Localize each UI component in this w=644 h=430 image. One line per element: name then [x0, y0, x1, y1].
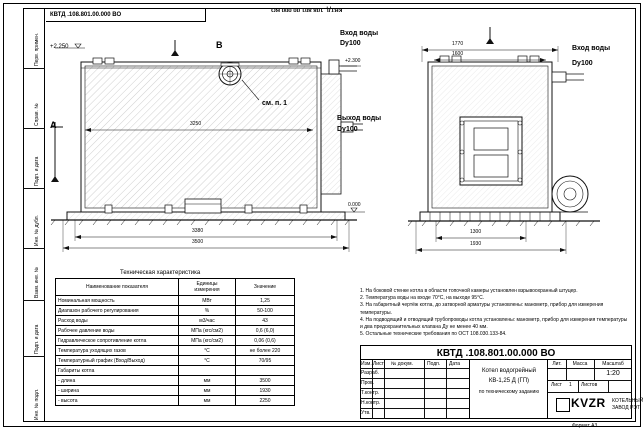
table-row [56, 326, 295, 336]
dim-3500: 3500 [192, 239, 204, 245]
lit-label: Лит. [552, 361, 562, 367]
dim-3250: 3250 [190, 121, 202, 127]
tbr-row-line [548, 392, 632, 393]
table-cell: 3500 [236, 376, 295, 386]
tbr-row-line [548, 380, 632, 381]
table-cell: - ширина [56, 386, 179, 396]
table-cell [179, 366, 236, 376]
table-cell: 70/95 [236, 356, 295, 366]
elev-zero-label: 0.000 [348, 202, 361, 208]
top-code-left: КВТД .108.801.00.000 ВО [50, 12, 122, 18]
table-cell: - длина [56, 376, 179, 386]
table-cell: 2250 [236, 396, 295, 406]
object-line-2: КВ-1,25 Д (ГП) [488, 378, 530, 384]
table-row [56, 356, 295, 366]
object-line-1: Котел водогрейный [481, 368, 537, 374]
tech-table-header-row [56, 279, 295, 296]
tb-row-line [360, 398, 470, 399]
table-cell: МПа (кгс/см2) [179, 326, 236, 336]
table-cell: мм [179, 396, 236, 406]
note-item: 4. На подводящий и отводящий трубопроводы котла установлены: манометр, прибор для измерения температуры и два предохранительных клапана Ду не менее 40 мм. [360, 316, 628, 331]
section-mark-a-left: А [50, 120, 57, 130]
elev-top-label: +2.250 [50, 44, 69, 50]
stamp-col-podp: Подп. [427, 361, 441, 367]
tbr-row-line [548, 368, 632, 369]
scale-label: Масштаб [602, 361, 624, 367]
sheets-label: Листов [581, 382, 598, 388]
elev-pipe-label: +2.300 [345, 58, 361, 64]
table-cell: Номинальная мощность [56, 296, 179, 306]
table-cell: 1930 [236, 386, 295, 396]
table-cell: - высота [56, 396, 179, 406]
table-cell: Температурный график (Вход/Выход) [56, 356, 179, 366]
front-view-drawing [45, 22, 365, 272]
left-col-divider [23, 248, 45, 249]
left-col-label: Инв. № дубл. [34, 215, 40, 246]
sheet-label: Лист [551, 382, 562, 388]
dim-1300: 1300 [470, 229, 482, 235]
stamp-col-data: Дата [449, 361, 461, 367]
tb-row-line [360, 368, 470, 369]
table-cell: Расход воды [56, 316, 179, 326]
stamp-row-tkontr: Т.контр. [361, 390, 380, 396]
table-cell: °С [179, 356, 236, 366]
company-sub-2: ЗАВОД РЭТ [612, 405, 641, 411]
tb-row-line [360, 388, 470, 389]
stamp-col-list: Лист [373, 361, 384, 367]
table-row [56, 396, 295, 406]
left-col-divider [23, 128, 45, 129]
left-col-divider [23, 300, 45, 301]
tech-table-title: Техническая характеристика [120, 270, 201, 276]
table-cell: 0,06 (0,6) [236, 336, 295, 346]
company-logo: KVZR [571, 396, 606, 410]
stamp-col-izm: Изм. [361, 361, 372, 367]
mass-label: Масса [572, 361, 588, 367]
tech-th-value: Значение [236, 279, 295, 296]
table-cell: °С [179, 346, 236, 356]
water-in-label-front: Вход воды [340, 30, 379, 37]
tech-th-units: Единицы измерения [179, 279, 236, 296]
sheet-value: 1 [569, 382, 572, 388]
note-item: 5. Остальные технические требования по ОСТ 108.030.133-84. [360, 331, 507, 338]
tbr-col-line [578, 380, 579, 392]
table-row [56, 336, 295, 346]
technical-notes [360, 288, 630, 338]
water-in-label-side: Вход воды [572, 45, 611, 52]
table-cell: мм [179, 386, 236, 396]
table-cell: МПа (кгс/см2) [179, 336, 236, 346]
left-col-label: Инв. № подл. [34, 388, 40, 420]
left-col-label: Взам. инв. № [34, 267, 40, 298]
table-row [56, 316, 295, 326]
top-code-right: КВТД .108.801.00.000 ВО [271, 6, 343, 12]
dim-3380: 3380 [192, 228, 204, 234]
left-col-divider [23, 356, 45, 357]
water-out-dy: Dy100 [337, 126, 358, 133]
table-cell: 1,25 [236, 296, 295, 306]
dim-1770: 1770 [452, 41, 464, 47]
table-row [56, 306, 295, 316]
table-row [56, 346, 295, 356]
table-cell: 0,6 (6,0) [236, 326, 295, 336]
table-cell: 50-100 [236, 306, 295, 316]
left-col-label: Справ. № [34, 103, 40, 126]
table-cell: не более 220 [236, 346, 295, 356]
table-cell: Температура уходящих газов [56, 346, 179, 356]
dim-1600: 1600 [452, 51, 464, 57]
table-cell: Габариты котла [56, 366, 179, 376]
company-logo-icon [556, 398, 570, 412]
table-cell: м3/час [179, 316, 236, 326]
table-cell: Гидравлическое сопротивление котла [56, 336, 179, 346]
tb-row-line [360, 408, 470, 409]
left-col-divider [23, 188, 45, 189]
left-col-divider [23, 68, 45, 69]
stamp-row-prov: Пров. [361, 380, 375, 386]
note-item: 1. На боковой стенке котла в области топочной камеры установлен взрывоохранный штуцер. [360, 288, 578, 294]
water-in-dy-front: Dy100 [340, 40, 361, 47]
stamp-row-utv: Утв. [361, 410, 371, 416]
see-note-label: см. п. 1 [262, 100, 287, 107]
tech-characteristics-table [55, 278, 295, 406]
note-item: 3. На габаритный чертёж котла, до затворной арматуры установлены: манометр, прибор для измерения температуры. [360, 302, 604, 316]
table-row [56, 386, 295, 396]
dim-1930: 1930 [470, 241, 482, 247]
stamp-row-nkontr: Н.контр. [361, 400, 381, 406]
sheet-format-label: Формат А3 [572, 423, 598, 429]
section-mark-b: В [216, 40, 223, 50]
table-row [56, 376, 295, 386]
tech-th-name: Наименование показателя [56, 279, 179, 296]
left-col-label: Подп. и дата [34, 324, 40, 354]
scale-value: 1:20 [606, 370, 620, 377]
company-sub-1: КОТЕЛЬНЫЙ [612, 398, 644, 404]
table-cell: 43 [236, 316, 295, 326]
table-cell: МВт [179, 296, 236, 306]
water-in-dy-side: Dy100 [572, 60, 593, 67]
doc-code: КВТД .108.801.00.000 ВО [436, 348, 556, 359]
side-view-drawing [400, 22, 635, 272]
tbr-col-line [608, 380, 609, 392]
note-item: 2. Температура воды на входе 70°С, на выходе 95°С. [360, 295, 485, 302]
table-cell: % [179, 306, 236, 316]
table-row [56, 296, 295, 306]
stamp-col-docnum: № докум. [391, 361, 413, 367]
object-line-3: по техническому заданию [478, 389, 540, 395]
tb-row-line [360, 378, 470, 379]
left-col-label: Перв. примен. [34, 32, 40, 66]
table-row [56, 366, 295, 376]
table-cell: Диапазон рабочего регулирования [56, 306, 179, 316]
table-cell: Рабочее давление воды [56, 326, 179, 336]
left-col-label: Подп. и дата [34, 156, 40, 186]
water-out-label: Выход воды [337, 115, 382, 122]
table-cell [236, 366, 295, 376]
table-cell: мм [179, 376, 236, 386]
stamp-row-razrab: Разраб. [361, 370, 380, 376]
